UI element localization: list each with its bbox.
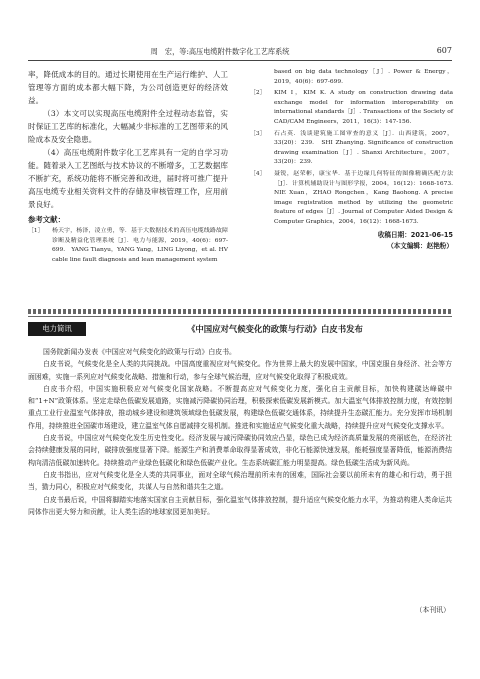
news-paragraph: 白皮书介绍，中国实施积极应对气候变化国家战略。不断提高应对气候变化力度，强化自主贡献目标，加快构建碳达峰碳中和“1+N”政策体系。坚定走绿色低碳发展道路，实施减污降碳协同治理，积极探索低碳发展新模式。加大温室气体排放控制力度，有效控制重点工业行业温室气体排放，推动城乡建设和建筑领域绿色低碳发展，构建绿色低碳交通体系，持续提升生态碳汇能力。充分发挥市场机制作用，持续推进全国碳市场建设，建立温室气体自愿减排交易机制。推进和实施适应气候变化重大战略，持续提升应对气候变化支撑水平。 — [28, 384, 452, 430]
running-header — [28, 46, 452, 61]
reference-item — [250, 170, 459, 228]
received-date: 收稿日期：2021-06-15 — [377, 230, 453, 239]
news-source: （本刊讯） — [415, 606, 450, 614]
news-paragraph: 白皮书最后说，中国将脚踏实地落实国家自主贡献目标，强化温室气体排放控制，提升适应气候变化能力水平，为推动构建人类命运共同体作出更大努力和贡献，让人类生活的地球家园更加美好。 — [28, 495, 452, 516]
news-label: 电力简讯 — [28, 322, 86, 336]
body-paragraph: （3）本文可以实现高压电缆附件全过程动态监管，实时保证工艺库的标准化，大幅减少非标准的工艺图带来的风险成本及安全隐患。 — [28, 109, 228, 144]
news-title: 《中国应对气候变化的政策与行动》白皮书发布 — [187, 324, 363, 334]
reference-number: ［3］ — [250, 130, 266, 137]
body-paragraph: （4）高压电缆附件数字化工艺库具有一定的自学习功能。随着录入工艺图纸与技术协议的不断增多，工艺数据库不断扩充，系统功能将不断完善和改进，届时将可推广提升高压电缆专业相关资料文件的存储及审核管理工作，应用前景良好。 — [28, 148, 228, 209]
news-body — [28, 346, 452, 518]
page-number: 607 — [436, 46, 452, 55]
reference-text: 杨天宇，杨泽，凌立勇，等．基于大数据技术的高压电缆线路故障诊断及精益化管理系统［J］．电力与能源，2019，40(6)：697-699. YANG Tianyu，YANG Yang，LING Liyong，et al. HV cable line fault diagnosis and lean management system — [52, 228, 228, 263]
reference-number: ［2］ — [250, 90, 266, 97]
news-paragraph: 国务院新闻办发表《中国应对气候变化的政策与行动》白皮书。 — [43, 348, 236, 356]
reference-number: ［4］ — [250, 170, 266, 177]
reference-text: 石占英．浅谈建筑施工图审查的意义［J］．山西建筑，2007，33(20)：239. SHI Zhanying. Significance of construction drawing examination［J］. Shanxi Architecture，2007，33(20)：239. — [274, 130, 453, 166]
references-heading: 参考文献： — [28, 215, 65, 224]
left-column — [28, 68, 228, 267]
section-divider-line — [28, 316, 452, 317]
running-title: 周 宏，等:高压电缆附件数字化工艺库系统 — [150, 47, 290, 56]
news-paragraph: 白皮书指出，应对气候变化是全人类的共同事业，面对全球气候治理前所未有的困难，国际社会要以前所未有的雄心和行动，勇于担当，勠力同心，积极应对气候变化，共谋人与自然和谐共生之道。 — [28, 470, 452, 492]
reference-item — [28, 227, 228, 265]
section-divider — [28, 309, 452, 314]
reference-text: based on big data technology［J］. Power & Energy，2019，40(6)：697-699. — [274, 69, 453, 85]
reference-number: ［1］ — [28, 228, 44, 234]
news-paragraph: 白皮书说，气候变化是全人类的共同挑战。中国高度重视应对气候变化。作为世界上最大的发展中国家，中国克服自身经济、社会等方面困难，实施一系列应对气候变化战略、措施和行动，参与全球气候治理，应对气候变化取得了积极成效。 — [28, 360, 452, 381]
reference-item — [250, 89, 453, 127]
reference-text: KIM I，KIM K. A study on construction drawing data exchange model for information interoperability on international standards［J］. Transactions of the Society of CAD/CAM Engineers，2011，16(3)：147-156. — [274, 90, 453, 125]
reference-continuation — [250, 68, 453, 87]
right-column — [250, 68, 459, 251]
reference-item — [250, 130, 453, 168]
news-paragraph: 白皮书说，中国应对气候变化发生历史性变化。经济发展与减污降碳协同效应凸显，绿色已成为经济高质量发展的亮丽底色，在经济社会持续健康发展的同时，碳排放强度显著下降。能源生产和消费革命取得显著成效，非化石能源快速发展，能耗强度显著降低，能源消费结构向清洁低碳加速转化。持续推动产业绿色低碳化和绿色低碳产业化。生态系统碳汇能力明显提高。绿色低碳生活成为新风尚。 — [28, 434, 452, 467]
reference-text: 聂锐，赵荣彬，康宝华．基于边缘几何特征的图像精确匹配方法［J］．计算机辅助设计与图形学报，2004，16(12)：1668-1673. NIE Xuan，ZHAO Rongchen，Kang Baohong. A precise image registration method by utilizing the geometric feature of edges［J］. Journal of Computer Aided Design & Computer Graphics，2004，16(12)：1668-1673. — [274, 170, 459, 225]
body-paragraph: 率，降低成本的目的。通过长期使用在生产运行维护、人工管理等方面的成本都大幅下降，为公司创造更好的经济效益。 — [28, 70, 228, 105]
editor-note: （本文编辑：赵艳粉） — [387, 241, 453, 250]
